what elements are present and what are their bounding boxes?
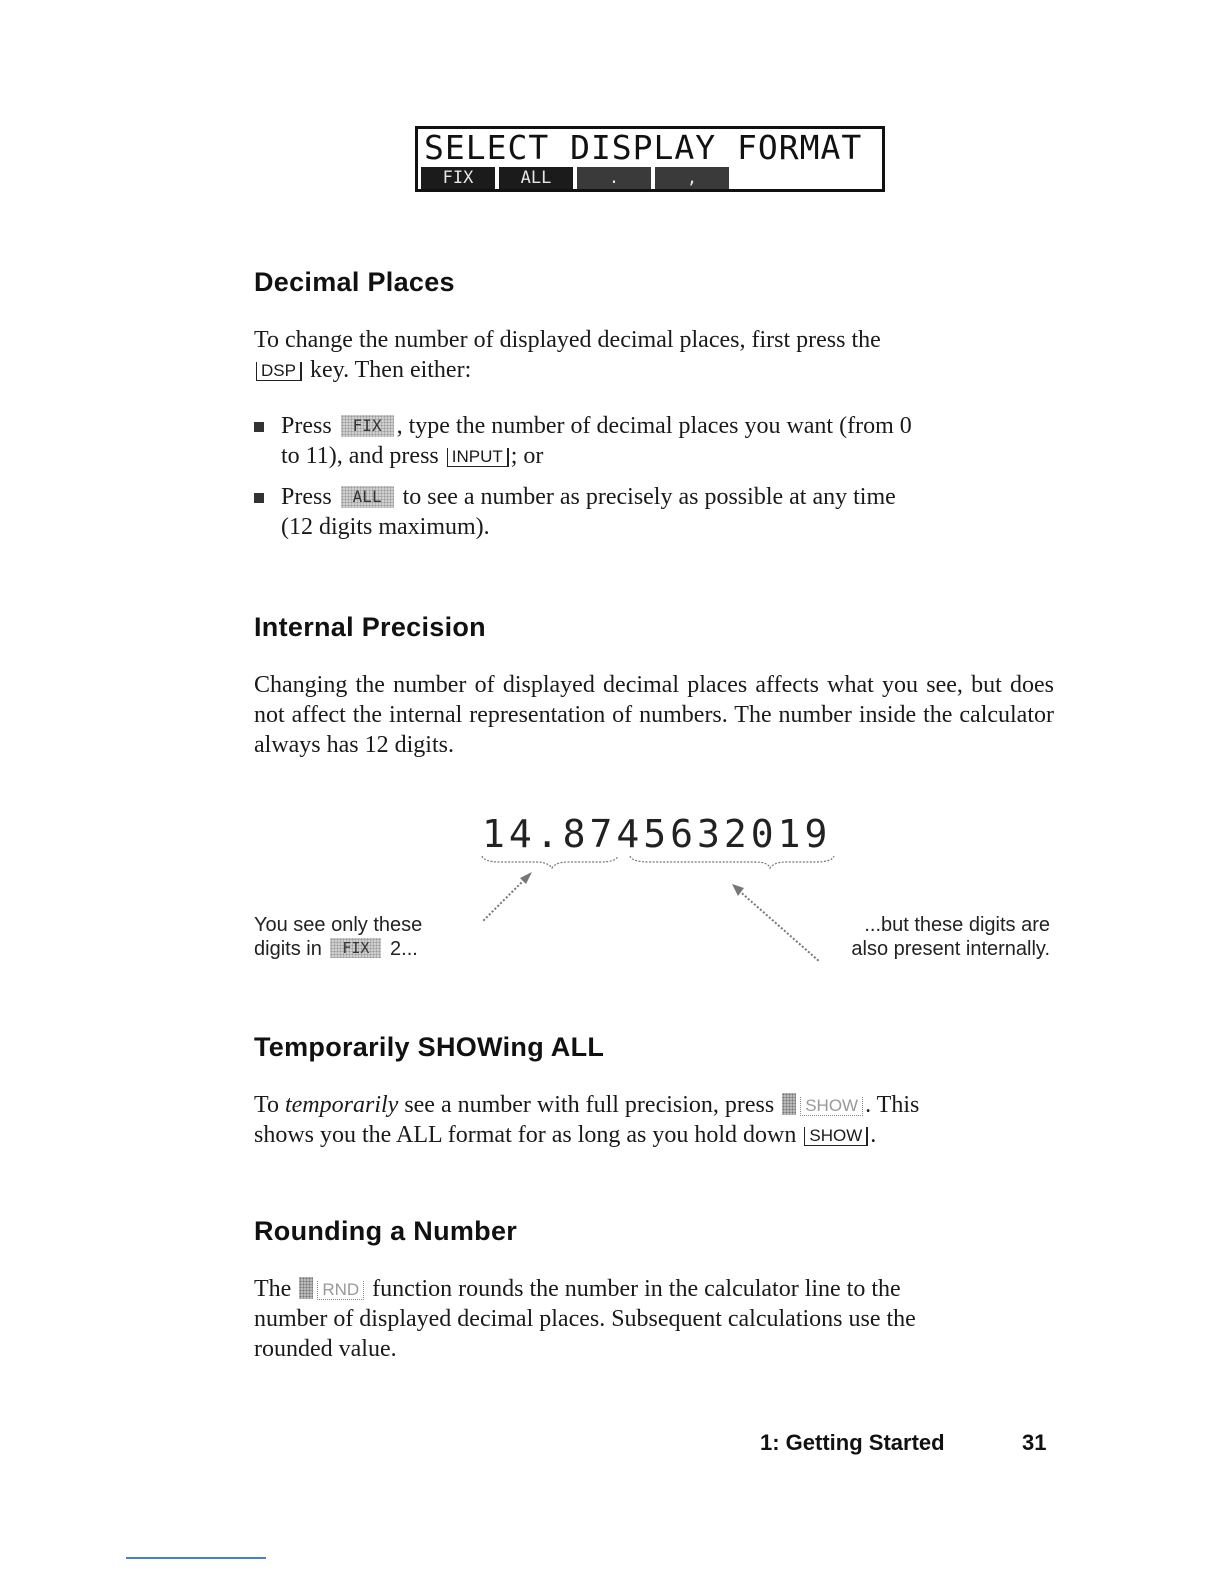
brace-right bbox=[630, 856, 834, 868]
example-number: 14.8745632019 bbox=[482, 812, 832, 856]
heading-internal-precision: Internal Precision bbox=[254, 612, 486, 642]
show-key: SHOW bbox=[804, 1127, 868, 1146]
bullet-all-text-b: to see a number as precisely as possible at any time bbox=[402, 484, 896, 510]
display-title: SELECT DISPLAY FORMAT bbox=[424, 128, 863, 167]
heading-rounding-a-number: Rounding a Number bbox=[254, 1216, 518, 1246]
bullet-all-text-c: (12 digits maximum). bbox=[281, 514, 490, 540]
bullet-fix-text-d: ; or bbox=[510, 443, 544, 469]
left-caption-b: digits in bbox=[254, 938, 322, 960]
bullet-fix-text-b: , type the number of decimal places you want (from 0 bbox=[396, 413, 912, 439]
page-number: 31 bbox=[1022, 1430, 1047, 1455]
left-caption-c: 2... bbox=[390, 938, 418, 960]
fix-softkey-caption: FIX bbox=[330, 938, 381, 958]
shift-key-icon bbox=[299, 1277, 313, 1299]
decimal-intro-text-b: key. Then either: bbox=[309, 357, 472, 383]
showing-text-c: . This bbox=[865, 1092, 920, 1118]
bullet-fix-text-a: Press bbox=[281, 413, 332, 439]
menu-key-period: . bbox=[577, 167, 651, 189]
bottom-rule bbox=[126, 1557, 266, 1559]
rounding-text-c: number of displayed decimal places. Subsequent calculations use the bbox=[254, 1306, 916, 1332]
internal-body: Changing the number of displayed decimal places affects what you see, but does not affect the internal representation of numbers. The number inside the calculator always has 12 digits. bbox=[254, 672, 1054, 758]
showing-text-e: . bbox=[870, 1122, 877, 1148]
menu-key-fix: FIX bbox=[421, 167, 495, 189]
bullet-fix bbox=[281, 411, 1061, 471]
showing-body bbox=[254, 1090, 1054, 1150]
showing-text-b: see a number with full precision, press bbox=[404, 1092, 775, 1118]
heading-decimal-places: Decimal Places bbox=[254, 267, 455, 297]
arrow-right-line bbox=[736, 888, 820, 962]
calculator-display bbox=[415, 126, 885, 192]
dsp-key: DSP bbox=[256, 362, 302, 381]
rounding-text-a: The bbox=[254, 1276, 292, 1302]
rounding-text-b: function rounds the number in the calculator line to the bbox=[372, 1276, 901, 1302]
decimal-intro bbox=[254, 325, 1054, 385]
display-menu bbox=[421, 167, 729, 189]
right-caption bbox=[820, 913, 1050, 961]
menu-key-all: ALL bbox=[499, 167, 573, 189]
rnd-key-shifted: RND bbox=[317, 1281, 364, 1300]
left-caption bbox=[254, 913, 422, 961]
right-caption-a: ...but these digits are bbox=[864, 914, 1050, 936]
show-key-shifted: SHOW bbox=[800, 1097, 863, 1116]
menu-key-comma: , bbox=[655, 167, 729, 189]
heading-temporarily-showing-all: Temporarily SHOWing ALL bbox=[254, 1032, 605, 1062]
showing-text-emphasis: temporarily bbox=[284, 1092, 399, 1118]
shift-key-icon bbox=[782, 1093, 796, 1115]
decimal-intro-text-a: To change the number of displayed decimal places, first press the bbox=[254, 327, 881, 353]
arrow-left-head bbox=[520, 872, 532, 884]
rounding-text-d: rounded value. bbox=[254, 1336, 397, 1362]
showing-text-a: To bbox=[254, 1092, 279, 1118]
input-key: INPUT bbox=[447, 448, 509, 467]
left-caption-a: You see only these bbox=[254, 914, 423, 936]
all-softkey: ALL bbox=[341, 486, 394, 508]
arrow-left-line bbox=[482, 874, 530, 922]
bullet-icon bbox=[254, 422, 264, 432]
bullet-icon bbox=[254, 493, 264, 503]
footer-chapter: 1: Getting Started bbox=[760, 1430, 945, 1455]
bullet-fix-text-c: to 11), and press bbox=[281, 443, 439, 469]
bullet-all-text-a: Press bbox=[281, 484, 332, 510]
showing-text-d: shows you the ALL format for as long as you hold down bbox=[254, 1122, 797, 1148]
bullet-all bbox=[281, 482, 1061, 542]
rounding-body bbox=[254, 1274, 1054, 1364]
fix-softkey: FIX bbox=[341, 415, 394, 437]
brace-left bbox=[482, 856, 618, 868]
right-caption-b: also present internally. bbox=[851, 938, 1050, 960]
